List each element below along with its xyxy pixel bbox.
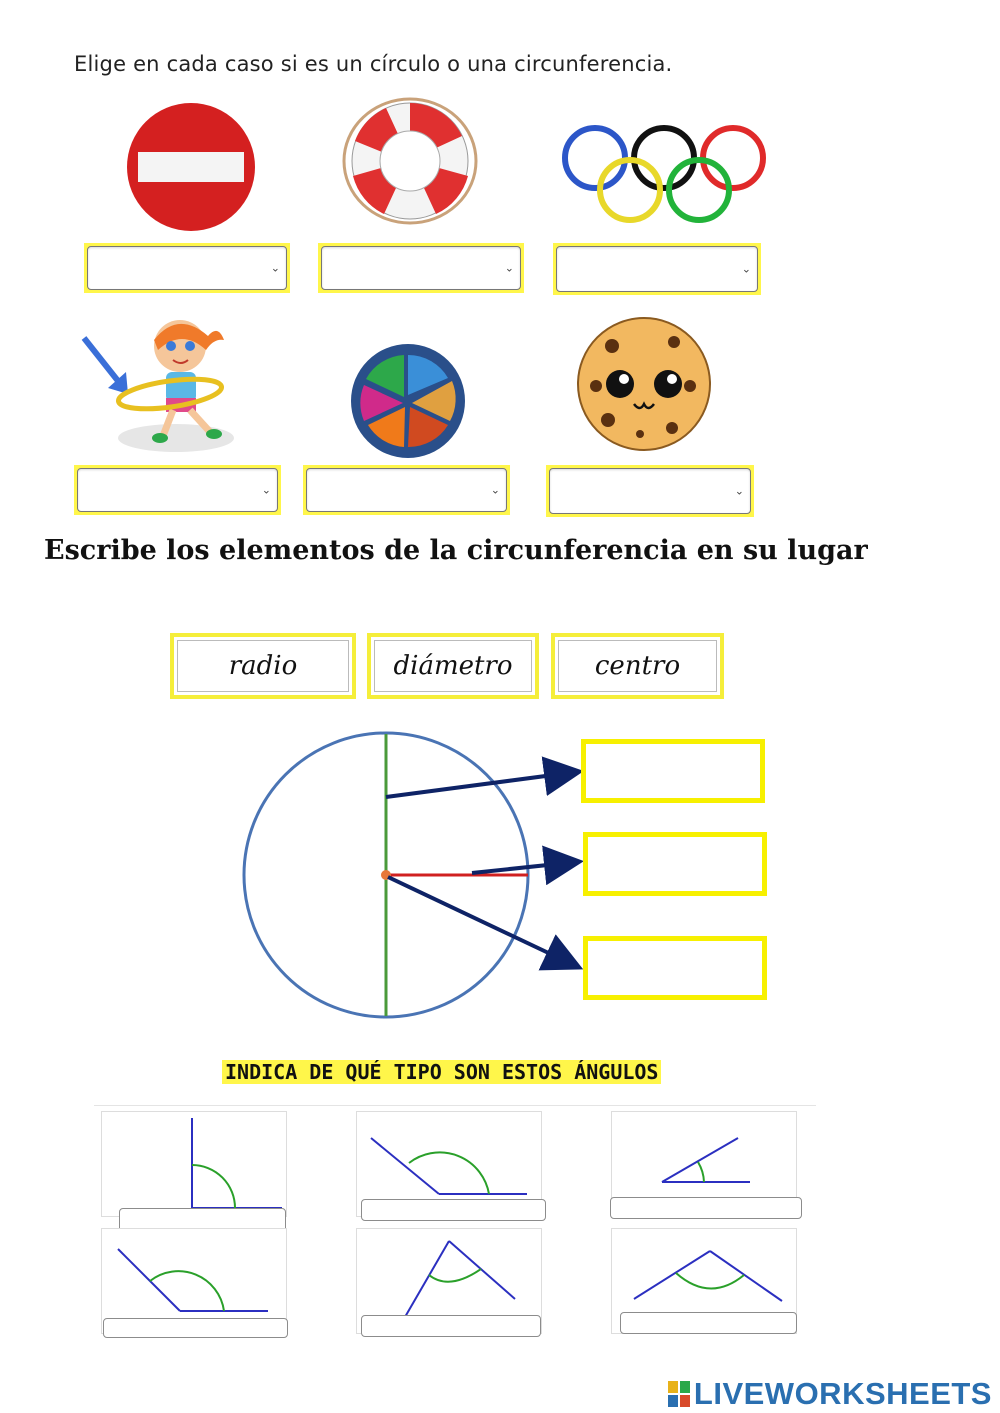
angle-card-1 [101, 1111, 287, 1217]
angle-answer-6[interactable] [620, 1312, 797, 1334]
answer-box-2[interactable] [583, 832, 767, 896]
chevron-down-icon: ⌄ [741, 262, 751, 276]
instruction-text: Elige en cada caso si es un círculo o una circunferencia. [74, 52, 673, 76]
liveworksheets-logo-icon [668, 1381, 690, 1407]
olympic-rings-image [560, 120, 770, 230]
girl-hula-hoop-image [78, 310, 238, 460]
angle-answer-5[interactable] [361, 1315, 541, 1337]
liveworksheets-brand [668, 1376, 992, 1412]
arrow-to-center [388, 877, 576, 966]
word-radio: radio [228, 651, 298, 681]
select-wrapper-4 [74, 465, 281, 515]
arrow-to-radius [472, 862, 576, 873]
chevron-down-icon: ⌄ [504, 261, 514, 275]
word-card-diametro[interactable] [367, 633, 539, 699]
circumference-diagram [236, 730, 596, 1020]
angle-answer-4[interactable] [103, 1318, 288, 1338]
word-card-centro[interactable] [551, 633, 724, 699]
select-wrapper-2 [318, 243, 524, 293]
pie-token-image [346, 342, 470, 460]
cookie-image [574, 316, 714, 452]
right-angle-figure [102, 1112, 288, 1218]
select-wrapper-6 [546, 465, 754, 517]
angle-answer-3[interactable] [610, 1197, 802, 1219]
shape-select-6[interactable] [549, 468, 751, 514]
shape-select-3[interactable] [556, 246, 758, 292]
shape-select-1[interactable] [87, 246, 287, 290]
angle-answer-2[interactable] [361, 1199, 546, 1221]
chevron-down-icon: ⌄ [490, 483, 500, 497]
shape-select-5[interactable] [306, 468, 507, 512]
arrow-to-diameter [386, 772, 576, 797]
section-title-elements: Escribe los elementos de la circunferencia en su lugar [44, 535, 868, 566]
chevron-down-icon: ⌄ [261, 483, 271, 497]
chevron-down-icon: ⌄ [270, 261, 280, 275]
answer-box-3[interactable] [583, 936, 767, 1000]
chevron-down-icon: ⌄ [734, 484, 744, 498]
word-card-radio[interactable] [170, 633, 356, 699]
divider [94, 1105, 816, 1106]
shape-select-2[interactable] [321, 246, 521, 290]
shape-select-4[interactable] [77, 468, 278, 512]
select-wrapper-5 [303, 465, 510, 515]
no-entry-sign-image [124, 100, 258, 234]
word-diametro: diámetro [393, 651, 513, 681]
brand-name: LIVEWORKSHEETS [693, 1376, 992, 1411]
select-wrapper-3 [553, 243, 761, 295]
word-centro: centro [594, 651, 681, 681]
answer-box-1[interactable] [581, 739, 765, 803]
select-wrapper-1 [84, 243, 290, 293]
life-ring-image [340, 96, 480, 226]
section-title-angles: INDICA DE QUÉ TIPO SON ESTOS ÁNGULOS [222, 1060, 661, 1084]
